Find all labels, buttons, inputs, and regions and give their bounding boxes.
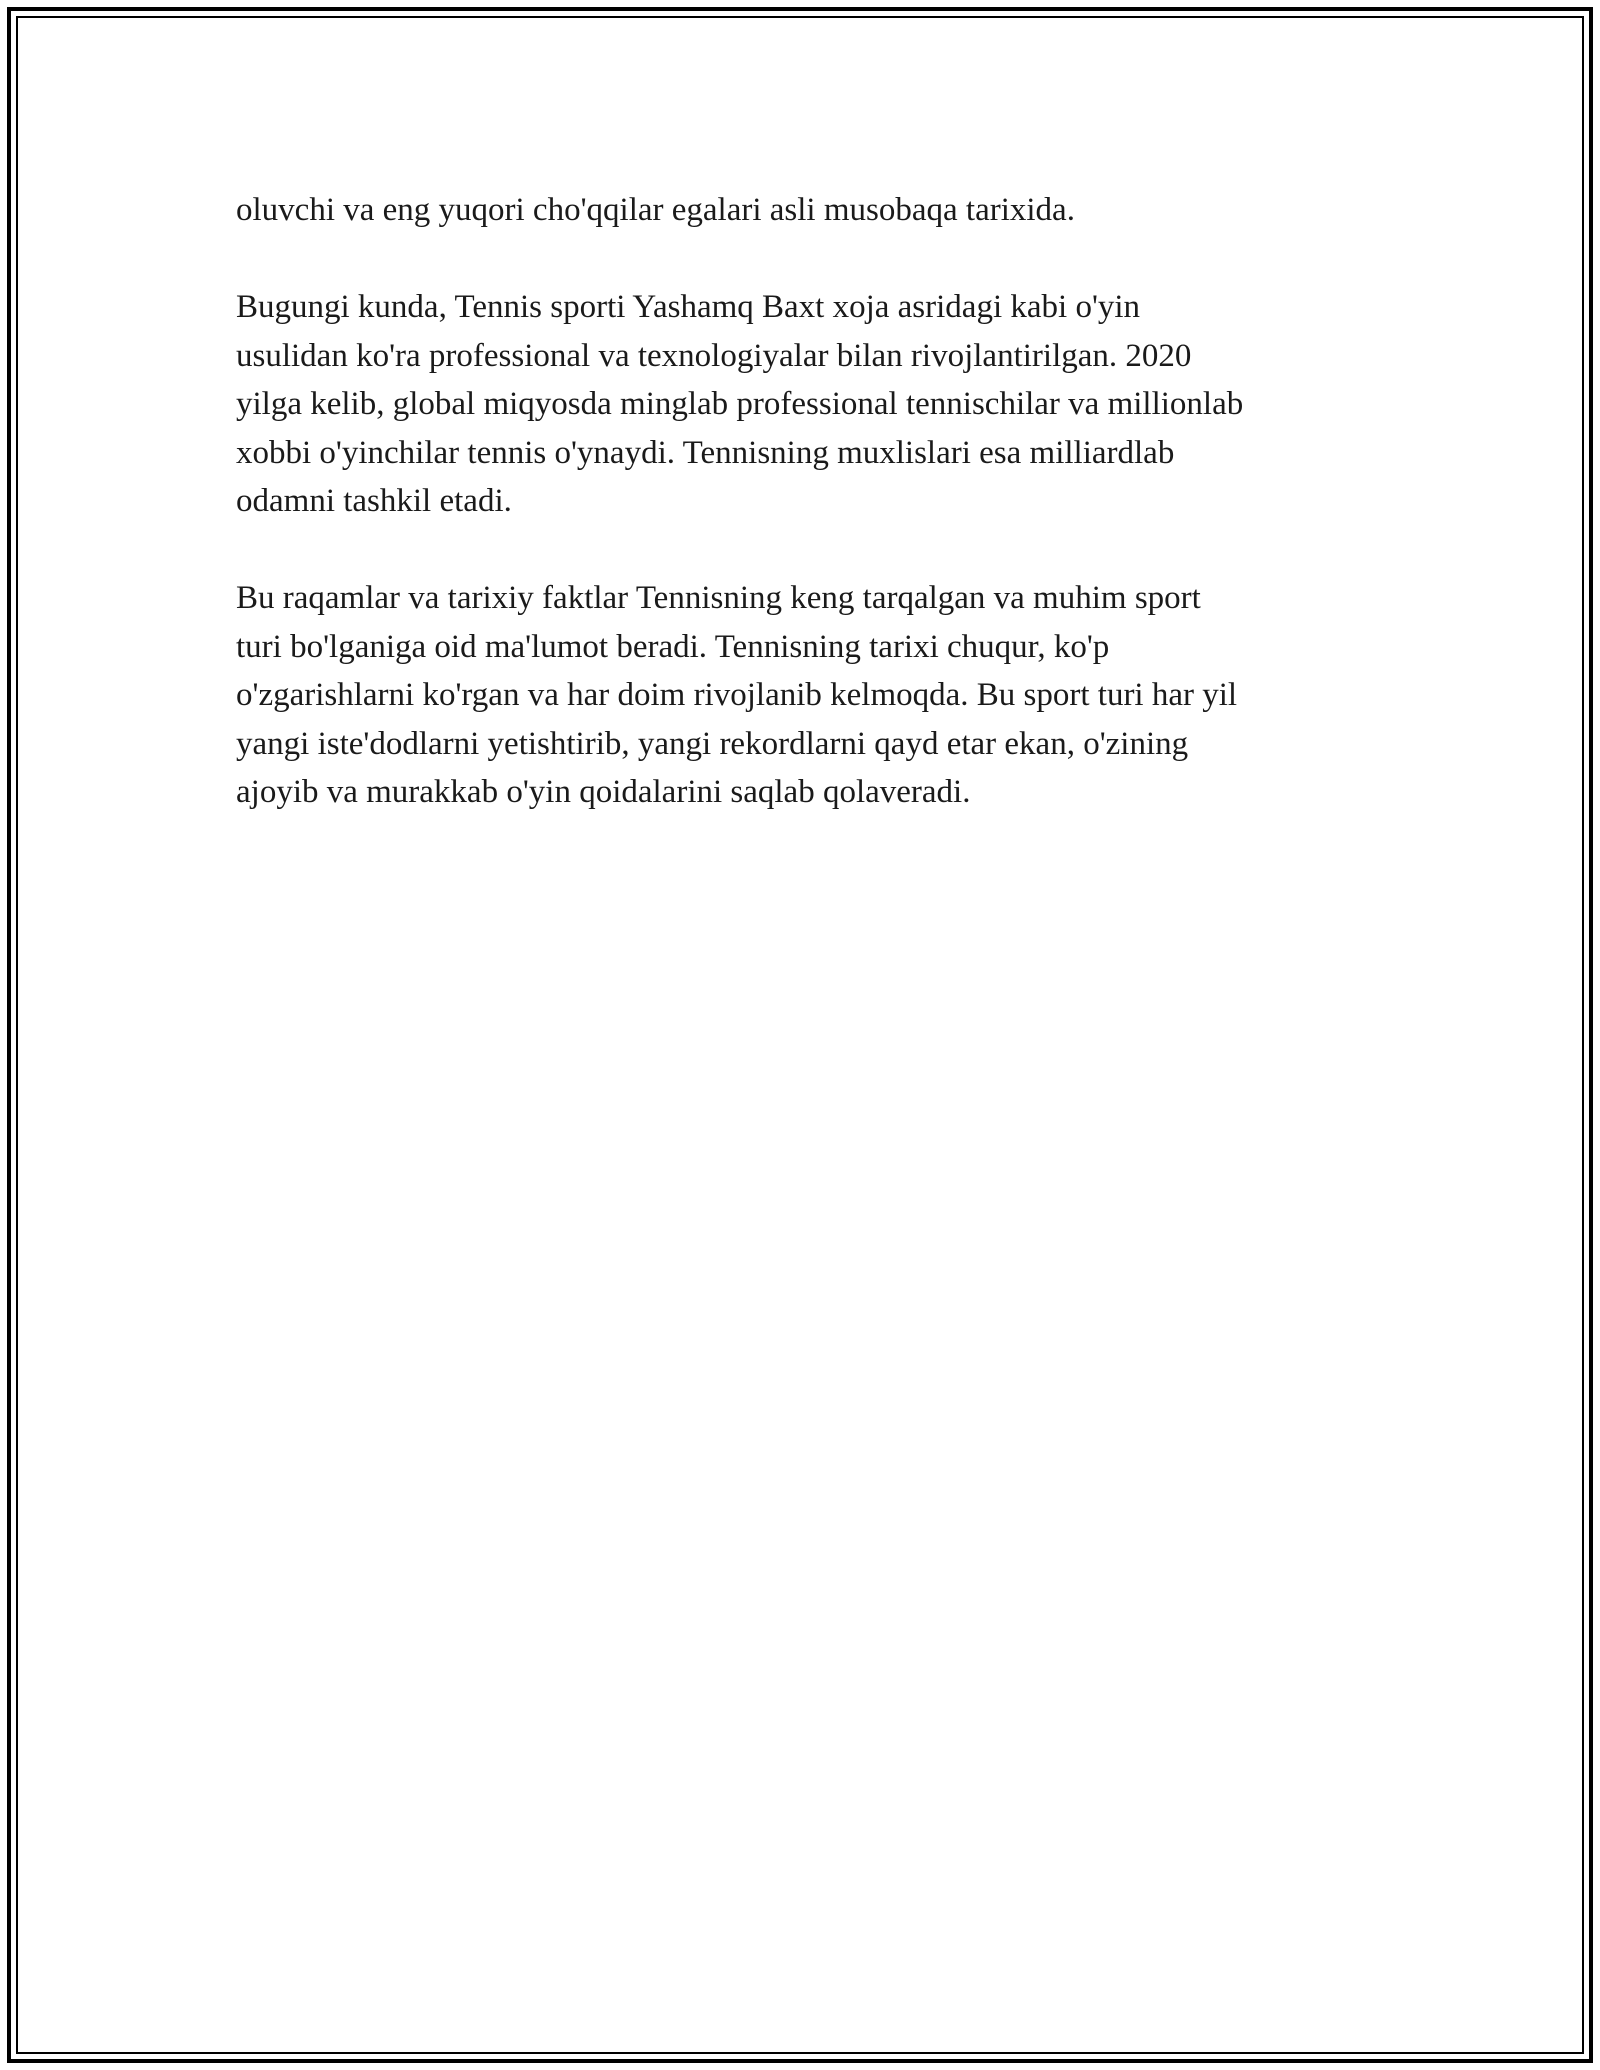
paragraph-2: Bugungi kunda, Tennis sporti Yashamq Baxt xoja asridagi kabi o'yin usulidan ko'ra professional va texnologiyalar bilan rivojlantirilgan. 2020 yilga kelib, global miqyosda minglab professional tennischilar va millionlab xobbi o'yinchilar tennis o'ynaydi. Tennisning muxlislari esa milliardlab odamni tashkil etadi. — [236, 289, 1244, 519]
document-body — [236, 186, 1366, 865]
paragraph-3: Bu raqamlar va tarixiy faktlar Tennisning keng tarqalgan va muhim sport turi bo'lganiga oid ma'lumot beradi. Tennisning tarixi chuqur, ko'p o'zgarishlarni ko'rgan va har doim rivojlanib kelmoqda. Bu sport turi har yil yangi iste'dodlarni yetishtirib, yangi rekordlarni qayd etar ekan, o'zining ajoyib va murakkab o'yin qoidalarini saqlab qolaveradi. — [236, 580, 1238, 810]
paragraph-1: oluvchi va eng yuqori cho'qqilar egalari asli musobaqa tarixida. — [236, 192, 1075, 228]
